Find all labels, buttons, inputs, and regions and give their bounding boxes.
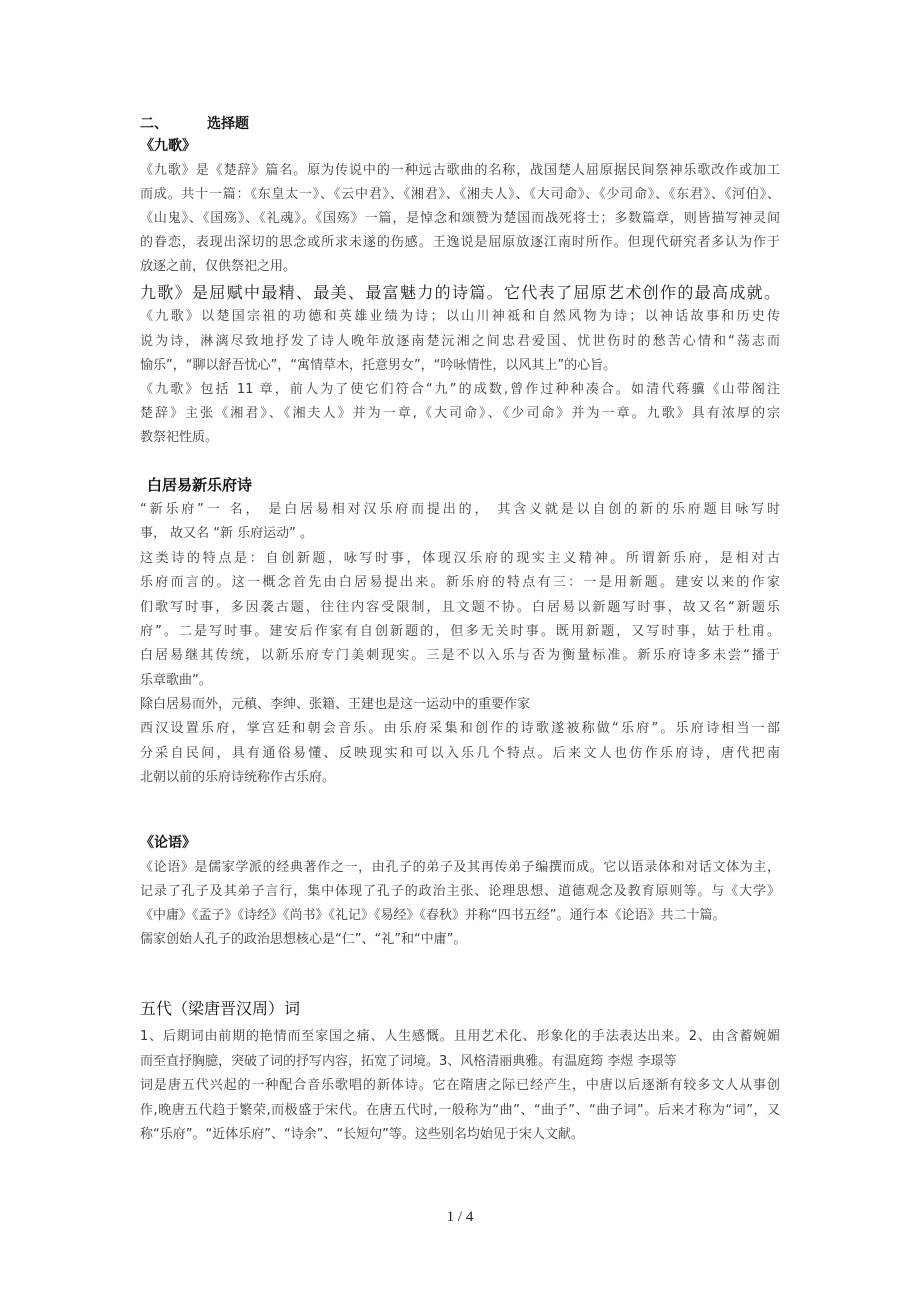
paragraph-line: 乐府而言的。这一概念首先由白居易提出来。新乐府的特点有三：一是用新题。建安以来的作家 xyxy=(140,575,780,590)
paragraph-line: 分采自民间，具有通俗易懂、反映现实和可以入乐几个特点。后来文人也仿作乐府诗，唐代把南 xyxy=(140,746,780,761)
paragraph-line: 《九歌》包括 11 章，前人为了使它们符合“九”的成数,曾作过种种凑合。如清代蒋骥《山带阁注 xyxy=(140,382,780,397)
section-heading: 《论语》 xyxy=(140,835,196,851)
page-number: 1 / 4 xyxy=(446,1209,474,1225)
paragraph-line: 《中庸》《孟子》《诗经》《尚书》《礼记》《易经》《春秋》并称“四书五经”。通行本《论语》共二十篇。 xyxy=(140,908,726,923)
section-heading: 《九歌》 xyxy=(140,138,196,154)
paragraph-line: 称“乐府”。“近体乐府”、“诗余”、“长短句”等。这些别名均始见于宋人文献。 xyxy=(140,1127,584,1142)
paragraph-line: 们歌写时事，多因袭古题，往往内容受限制，且文题不协。白居易以新题写时事，故又名“新题乐 xyxy=(140,600,780,615)
paragraph-line: 说为诗，淋漓尽致地抒发了诗人晚年放逐南楚沅湘之间忠君爱国、忧世伤时的愁苦心情和“荡志而 xyxy=(140,334,780,349)
paragraph-line: 这类诗的特点是：自创新题，咏写时事，体现汉乐府的现实主义精神。所谓新乐府，是相对古 xyxy=(140,551,780,566)
paragraph-line: 的眷恋，表现出深切的思念或所求未遂的伤感。王逸说是屈原放逐江南时所作。但现代研究者多认为作于 xyxy=(140,235,780,250)
paragraph-line: 《山鬼》、《国殇》、《礼魂》。《国殇》一篇，是悼念和颂赞为楚国而战死将士；多数篇章，则皆描写神灵间 xyxy=(140,211,780,226)
paragraph-line: 乐章歌曲”。 xyxy=(140,673,212,688)
paragraph-line: 府”。二是写时事。建安后作家有自创新题的，但多无关时事。既用新题，又写时事，姑于杜甫。 xyxy=(140,624,780,639)
paragraph-line: 1、后期词由前期的艳情而至家国之痛、人生感慨。且用艺术化、形象化的手法表达出来。2、由含蓄婉媚 xyxy=(140,1029,780,1044)
paragraph-line: 记录了孔子及其弟子言行，集中体现了孔子的政治主张、论理思想、道德观念及教育原则等。与《大学》 xyxy=(140,884,780,899)
paragraph-line: “新乐府”一 名， 是白居易相对汉乐府而提出的， 其含义就是以自创的新的乐府题目咏写时 xyxy=(140,502,780,517)
paragraph-line: 而至直抒胸臆，突破了词的抒写内容，拓宽了词境。3、风格清丽典雅。有温庭筠 李煜 李璟等 xyxy=(140,1054,677,1069)
paragraph-line: 《九歌》是《楚辞》篇名。原为传说中的一种远古歌曲的名称，战国楚人屈原据民间祭神乐歌改作或加工 xyxy=(140,163,780,178)
paragraph-line: 白居易继其传统，以新乐府专门美刺现实。三是不以入乐与否为衡量标准。新乐府诗多未尝“播于 xyxy=(140,648,780,663)
paragraph-line: 作,晚唐五代趋于繁荣,而极盛于宋代。在唐五代时,一般称为“曲”、“曲子”、“曲子词”。后来才称为“词”，又 xyxy=(140,1103,780,1118)
section-title: 二、 选择题 xyxy=(140,116,249,132)
paragraph-line: 北朝以前的乐府诗统称作古乐府。 xyxy=(140,770,336,785)
paragraph-line: 《论语》是儒家学派的经典著作之一，由孔子的弟子及其再传弟子编撰而成。它以语录体和对话文体为主， xyxy=(140,860,780,875)
paragraph-line: 放逐之前，仅供祭祀之用。 xyxy=(140,259,297,274)
paragraph-line: 楚辞》主张《湘君》、《湘夫人》并为一章,《大司命》、《少司命》并为一章。九歌》具有浓厚的宗 xyxy=(140,406,780,421)
paragraph-line: 教祭祀性质。 xyxy=(140,430,219,445)
section-heading: 五代（梁唐晋汉周）词 xyxy=(140,999,301,1018)
paragraph-line: 除白居易而外，元稹、李绅、张籍、王建也是这一运动中的重要作家 xyxy=(140,697,531,712)
paragraph-line: 西汉设置乐府，掌宫廷和朝会音乐。由乐府采集和创作的诗歌遂被称做“乐府”。乐府诗相当一部 xyxy=(140,721,780,736)
paragraph-line: 愉乐”，“聊以舒吾忧心”，“寓情草木，托意男女”，“吟咏情性，以风其上”的心旨。 xyxy=(140,358,617,373)
paragraph-line: 而成。共十一篇：《东皇太一》、《云中君》、《湘君》、《湘夫人》、《大司命》、《少司命》、《东君》、《河伯》、 xyxy=(140,187,780,202)
paragraph-line: 九歌》是屈赋中最精、最美、最富魅力的诗篇。它代表了屈原艺术创作的最高成就。 xyxy=(140,283,780,302)
paragraph-line: 《九歌》以楚国宗祖的功德和英雄业绩为诗；以山川神祗和自然风物为诗；以神话故事和历史传 xyxy=(140,309,780,324)
paragraph-line: 儒家创始人孔子的政治思想核心是“仁”、“礼”和“中庸”。 xyxy=(140,932,467,947)
paragraph-line: 事， 故又名 “新 乐府运动” 。 xyxy=(140,526,313,541)
section-heading: 白居易新乐府诗 xyxy=(147,476,253,494)
paragraph-line: 词是唐五代兴起的一种配合音乐歌唱的新体诗。它在隋唐之际已经产生，中唐以后逐渐有较多文人从事创 xyxy=(140,1078,780,1093)
